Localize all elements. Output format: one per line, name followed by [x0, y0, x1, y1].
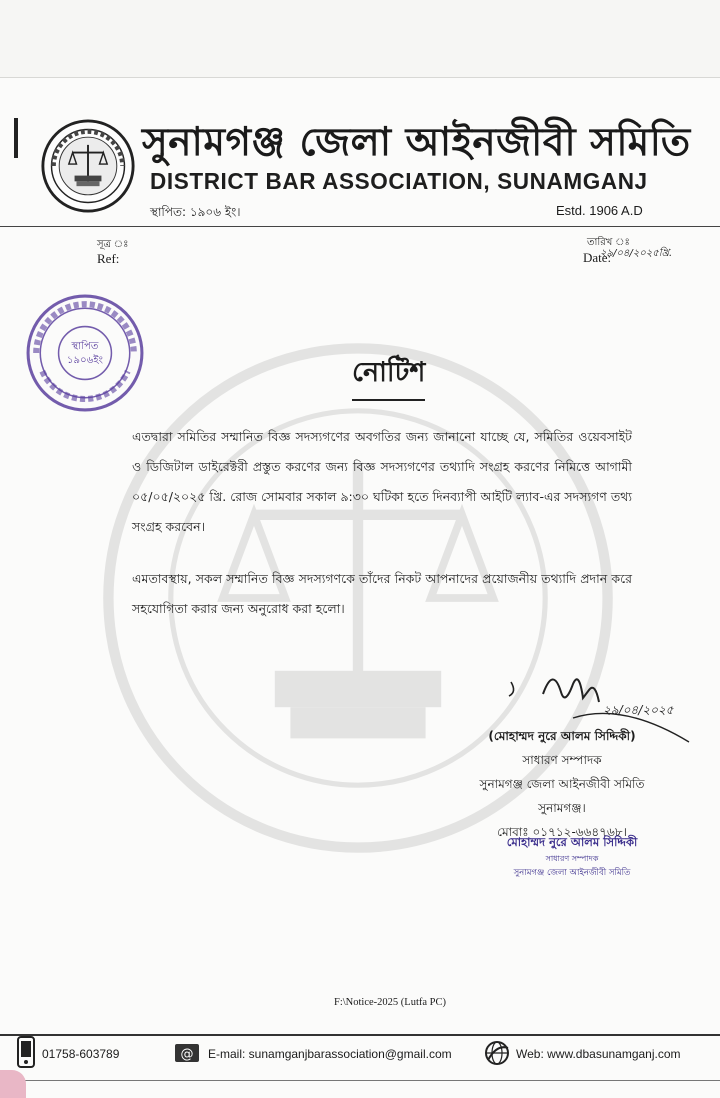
svg-text:@: @: [180, 1047, 194, 1062]
seal-text-line2: ১৯০৬ইং: [66, 355, 104, 367]
signatory-name: (মোহাম্মদ নুরে আলম সিদ্দিকী): [488, 729, 636, 743]
footer-email: E-mail: sunamganjbarassociation@gmail.com: [208, 1047, 452, 1061]
signatory-block: [462, 724, 662, 844]
signatory-designation: সাধারণ সম্পাদক: [522, 753, 602, 767]
notice-heading: নোটিশ: [352, 352, 425, 401]
notice-paragraph-2-text: এমতাবস্থায়, সকল সম্মানিত বিজ্ঞ সদস্যগণকে তাঁদের নিকট আপনাদের প্রয়োজনীয় তথ্যাদি প্রদান করে সহযোগিতা করার জন্য অনুরোধ করা হলো।: [132, 571, 632, 616]
signatory-place: সুনামগঞ্জ।: [538, 801, 586, 815]
top-margin-band: [0, 0, 720, 78]
notice-paragraph-1: [132, 422, 632, 542]
signatory-mobile: মোবাঃ ০১৭১২-৬৬৪৭৬৮।: [497, 825, 627, 839]
stamp-designation: সাধারণ সম্পাদক: [545, 854, 599, 863]
corner-fragment: [0, 1070, 26, 1098]
footer-bottom-line: [0, 1080, 720, 1081]
association-title-english: DISTRICT BAR ASSOCIATION, SUNAMGANJ: [150, 168, 648, 194]
header-divider: [0, 226, 720, 227]
association-logo-icon: [40, 118, 136, 214]
phone-icon: [16, 1036, 36, 1068]
ref-label-bengali: সূত্র ঃ: [97, 239, 129, 250]
signature-date: ২৯/০৪/২০২৫: [603, 703, 674, 717]
ref-label-english: Ref:: [97, 251, 120, 266]
email-icon: [174, 1040, 200, 1066]
date-value: ২৯/০৪/২০২৫খ্রি.: [600, 248, 673, 259]
association-title-bengali: সুনামগঞ্জ জেলা আইনজীবী সমিতি: [142, 120, 691, 165]
signatory-organization: সুনামগঞ্জ জেলা আইনজীবী সমিতি: [479, 777, 645, 791]
footer-divider: [0, 1034, 720, 1036]
stamp-organization: সুনামগঞ্জ জেলা আইনজীবী সমিতি: [513, 868, 631, 878]
footer-website: Web: www.dbasunamganj.com: [516, 1047, 681, 1061]
footer-phone: 01758-603789: [42, 1047, 120, 1061]
established-english: Estd. 1906 A.D: [556, 203, 643, 218]
stamp-name: মোহাম্মদ নুরে আলম সিদ্দিকী: [506, 835, 638, 849]
margin-mark: [14, 118, 18, 158]
notice-paragraph-1-text: এতদ্বারা সমিতির সম্মানিত বিজ্ঞ সদস্যগণের অবগতির জন্য জানানো যাচ্ছে যে, সমিতির ওয়েবসাইট ও ডিজিটাল ডাইরেক্টরী প্রস্তুত করণের জন্য বিজ্ঞ সদস্যগণের তথ্যাদি সংগ্রহ করণের নিমিত্তে আগামী ০৫/০৫/২০২৫ খ্রি. রোজ সোমবার সকাল ৯:৩০ ঘটিকা হতে দিনব্যাপী আইটি ল্যাব-এর সদস্যগণ তথ্য সংগ্রহ করবেন।: [132, 429, 632, 534]
globe-icon: [484, 1040, 510, 1066]
established-bengali: স্থাপিত: ১৯০৬ ইং।: [150, 205, 241, 219]
date-label-english: Date:: [583, 250, 612, 265]
notice-paragraph-2: [132, 564, 632, 624]
file-reference: F:\Notice-2025 (Lutfa PC): [334, 997, 446, 1008]
seal-text-line1: স্থাপিত: [71, 340, 99, 352]
name-stamp: [482, 834, 662, 880]
date-label-bengali: তারিখ ঃ: [587, 237, 630, 248]
